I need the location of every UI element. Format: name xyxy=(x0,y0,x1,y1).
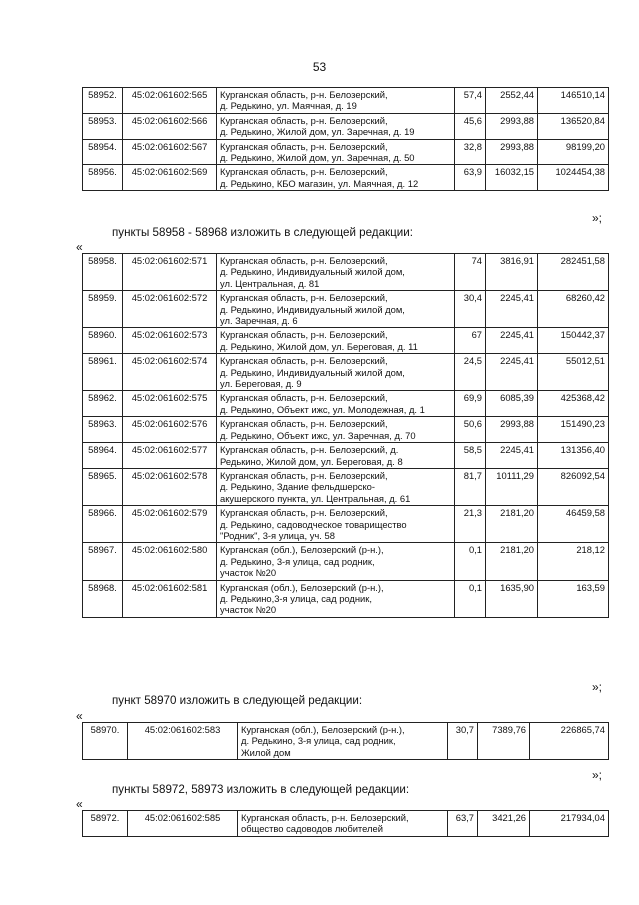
address-cell xyxy=(217,328,455,354)
address-line: д. Редькино, 3-я улица, сад родник, xyxy=(220,555,375,567)
price-cell: 2993,88 xyxy=(486,417,538,443)
register-table xyxy=(82,810,609,837)
table-row xyxy=(83,580,609,617)
item-number-cell: 58960. xyxy=(83,328,123,354)
register-table xyxy=(82,87,609,191)
address-line: Редькино, Жилой дом, ул. Береговая, д. 8 xyxy=(220,455,403,467)
closing-quote: »; xyxy=(592,211,603,225)
table-row xyxy=(83,88,609,114)
table-row xyxy=(83,443,609,469)
area-cell: 67 xyxy=(455,328,486,354)
value-cell: 146510,14 xyxy=(538,88,609,114)
address-line: Курганская область, р-н. Белозерский, xyxy=(220,507,388,519)
address-cell xyxy=(217,291,455,328)
table-row xyxy=(83,468,609,505)
amendment-paragraph: пункт 58970 изложить в следующей редакции: xyxy=(112,694,363,707)
address-line: участок №20 xyxy=(220,567,277,579)
value-cell: 826092,54 xyxy=(538,468,609,505)
address-line: д. Редькино, Жилой дом, ул. Заречная, д. 19 xyxy=(220,126,415,138)
area-cell: 32,8 xyxy=(455,139,486,165)
address-cell xyxy=(217,139,455,165)
table-row xyxy=(83,291,609,328)
value-cell: 226865,74 xyxy=(530,723,609,760)
address-cell xyxy=(238,723,448,760)
address-line: Жилой дом xyxy=(241,746,291,758)
address-line: Курганская область, р-н. Белозерский, д. xyxy=(220,444,399,456)
address-line: д. Редькино,3-я улица, сад родник, xyxy=(220,592,373,604)
cadastral-number-cell: 45:02:061602:567 xyxy=(123,139,217,165)
item-number-cell: 58954. xyxy=(83,139,123,165)
area-cell: 63,7 xyxy=(448,811,478,837)
address-line: ул. Береговая, д. 9 xyxy=(220,378,302,390)
table-row xyxy=(83,113,609,139)
item-number-cell: 58963. xyxy=(83,417,123,443)
cadastral-number-cell: 45:02:061602:572 xyxy=(123,291,217,328)
address-line: общество садоводов любителей xyxy=(241,823,383,835)
price-cell: 2181,20 xyxy=(486,506,538,543)
price-cell: 16032,15 xyxy=(486,165,538,191)
price-cell: 7389,76 xyxy=(478,723,530,760)
address-line: Курганская область, р-н. Белозерский, xyxy=(220,355,388,367)
table-row xyxy=(83,391,609,417)
address-line: Курганская (обл.), Белозерский (р-н.), xyxy=(241,724,405,735)
area-cell: 74 xyxy=(455,254,486,291)
address-line: ул. Заречная, д. 6 xyxy=(220,315,298,327)
table-row xyxy=(83,506,609,543)
address-line: Курганская (обл.), Белозерский (р-н.), xyxy=(220,544,384,556)
area-cell: 69,9 xyxy=(455,391,486,417)
table-row xyxy=(83,254,609,291)
cadastral-number-cell: 45:02:061602:566 xyxy=(123,113,217,139)
value-cell: 425368,42 xyxy=(538,391,609,417)
amendment-paragraph: пункты 58958 - 58968 изложить в следующей редакции: xyxy=(112,226,413,239)
address-line: Курганская область, р-н. Белозерский, xyxy=(220,392,388,404)
cadastral-number-cell: 45:02:061602:578 xyxy=(123,468,217,505)
address-line: д. Редькино, 3-я улица, сад родник, xyxy=(241,735,396,747)
cadastral-number-cell: 45:02:061602:581 xyxy=(123,580,217,617)
table-row xyxy=(83,165,609,191)
address-cell xyxy=(217,391,455,417)
price-cell: 6085,39 xyxy=(486,391,538,417)
address-cell xyxy=(217,165,455,191)
table-row xyxy=(83,328,609,354)
address-line: ул. Центральная, д. 81 xyxy=(220,277,320,289)
price-cell: 2245,41 xyxy=(486,443,538,469)
table-row xyxy=(83,543,609,580)
price-cell: 2552,44 xyxy=(486,88,538,114)
item-number-cell: 58965. xyxy=(83,468,123,505)
cadastral-number-cell: 45:02:061602:580 xyxy=(123,543,217,580)
cadastral-number-cell: 45:02:061602:565 xyxy=(123,88,217,114)
address-line: Курганская область, р-н. Белозерский, xyxy=(220,255,388,266)
area-cell: 0,1 xyxy=(455,543,486,580)
item-number-cell: 58952. xyxy=(83,88,123,114)
register-table xyxy=(82,722,609,760)
cadastral-number-cell: 45:02:061602:577 xyxy=(123,443,217,469)
item-number-cell: 58962. xyxy=(83,391,123,417)
page-number: 53 xyxy=(312,60,327,74)
value-cell: 217934,04 xyxy=(530,811,609,837)
area-cell: 30,4 xyxy=(455,291,486,328)
address-line: д. Редькино, Здание фельдшерско- xyxy=(220,481,376,493)
price-cell: 1635,90 xyxy=(486,580,538,617)
item-number-cell: 58970. xyxy=(83,723,128,760)
address-cell xyxy=(217,580,455,617)
price-cell: 2245,41 xyxy=(486,291,538,328)
address-line: Курганская область, р-н. Белозерский, xyxy=(220,166,388,178)
address-line: Курганская область, р-н. Белозерский, xyxy=(220,418,388,430)
opening-quote: « xyxy=(76,240,83,254)
value-cell: 150442,37 xyxy=(538,328,609,354)
address-line: д. Редькино, Объект ижс, ул. Молодежная, д. 1 xyxy=(220,403,425,415)
address-line: д. Редькино, Жилой дом, ул. Заречная, д. 50 xyxy=(220,152,415,164)
area-cell: 0,1 xyxy=(455,580,486,617)
area-cell: 50,6 xyxy=(455,417,486,443)
table-row xyxy=(83,139,609,165)
value-cell: 46459,58 xyxy=(538,506,609,543)
address-line: д. Редькино, Индивидуальный жилой дом, xyxy=(220,266,405,278)
item-number-cell: 58966. xyxy=(83,506,123,543)
address-cell xyxy=(217,543,455,580)
value-cell: 68260,42 xyxy=(538,291,609,328)
value-cell: 163,59 xyxy=(538,580,609,617)
address-line: Курганская область, р-н. Белозерский, xyxy=(220,329,388,341)
register-table xyxy=(82,253,609,618)
address-line: д. Редькино, ул. Маячная, д. 19 xyxy=(220,100,357,112)
address-line: д. Редькино, Объект ижс, ул. Заречная, д. 70 xyxy=(220,429,416,441)
area-cell: 45,6 xyxy=(455,113,486,139)
opening-quote: « xyxy=(76,709,83,723)
price-cell: 2993,88 xyxy=(486,113,538,139)
cadastral-number-cell: 45:02:061602:571 xyxy=(123,254,217,291)
cadastral-number-cell: 45:02:061602:569 xyxy=(123,165,217,191)
price-cell: 3816,91 xyxy=(486,254,538,291)
address-line: Курганская область, р-н. Белозерский, xyxy=(220,469,388,481)
address-line: "Родник", 3-я улица, уч. 58 xyxy=(220,529,335,541)
address-cell xyxy=(217,468,455,505)
area-cell: 30,7 xyxy=(448,723,478,760)
address-line: д. Редькино, КБО магазин, ул. Маячная, д. 12 xyxy=(220,177,419,189)
item-number-cell: 58967. xyxy=(83,543,123,580)
address-cell xyxy=(217,506,455,543)
address-line: д. Редькино, Жилой дом, ул. Береговая, д. 11 xyxy=(220,340,418,352)
price-cell: 10111,29 xyxy=(486,468,538,505)
item-number-cell: 58958. xyxy=(83,254,123,291)
area-cell: 57,4 xyxy=(455,88,486,114)
value-cell: 98199,20 xyxy=(538,139,609,165)
closing-quote: »; xyxy=(592,768,603,782)
value-cell: 282451,58 xyxy=(538,254,609,291)
address-cell xyxy=(217,417,455,443)
value-cell: 131356,40 xyxy=(538,443,609,469)
table-row xyxy=(83,417,609,443)
area-cell: 81,7 xyxy=(455,468,486,505)
address-line: д. Редькино, Индивидуальный жилой дом, xyxy=(220,366,405,378)
amendment-paragraph: пункты 58972, 58973 изложить в следующей редакции: xyxy=(112,783,410,796)
item-number-cell: 58953. xyxy=(83,113,123,139)
item-number-cell: 58968. xyxy=(83,580,123,617)
price-cell: 3421,26 xyxy=(478,811,530,837)
address-line: участок №20 xyxy=(220,604,277,616)
address-cell xyxy=(238,811,448,837)
address-line: Курганская область, р-н. Белозерский, xyxy=(220,89,388,100)
address-cell xyxy=(217,113,455,139)
item-number-cell: 58964. xyxy=(83,443,123,469)
value-cell: 55012,51 xyxy=(538,354,609,391)
price-cell: 2245,41 xyxy=(486,328,538,354)
cadastral-number-cell: 45:02:061602:583 xyxy=(128,723,238,760)
value-cell: 1024454,38 xyxy=(538,165,609,191)
address-line: д. Редькино, садоводческое товарищество xyxy=(220,518,407,530)
area-cell: 21,3 xyxy=(455,506,486,543)
price-cell: 2181,20 xyxy=(486,543,538,580)
address-line: д. Редькино, Индивидуальный жилой дом, xyxy=(220,303,405,315)
cadastral-number-cell: 45:02:061602:575 xyxy=(123,391,217,417)
item-number-cell: 58959. xyxy=(83,291,123,328)
area-cell: 63,9 xyxy=(455,165,486,191)
value-cell: 136520,84 xyxy=(538,113,609,139)
address-cell xyxy=(217,88,455,114)
value-cell: 151490,23 xyxy=(538,417,609,443)
cadastral-number-cell: 45:02:061602:574 xyxy=(123,354,217,391)
opening-quote: « xyxy=(76,797,83,811)
address-cell xyxy=(217,254,455,291)
address-cell xyxy=(217,354,455,391)
address-line: Курганская область, р-н. Белозерский, xyxy=(220,114,388,126)
table-row xyxy=(83,811,609,837)
address-line: Курганская область, р-н. Белозерский, xyxy=(220,140,388,152)
cadastral-number-cell: 45:02:061602:585 xyxy=(128,811,238,837)
table-row xyxy=(83,723,609,760)
closing-quote: »; xyxy=(592,680,603,694)
cadastral-number-cell: 45:02:061602:573 xyxy=(123,328,217,354)
address-line: Курганская область, р-н. Белозерский, xyxy=(241,812,409,823)
cadastral-number-cell: 45:02:061602:576 xyxy=(123,417,217,443)
address-line: Курганская (обл.), Белозерский (р-н.), xyxy=(220,581,384,593)
area-cell: 24,5 xyxy=(455,354,486,391)
cadastral-number-cell: 45:02:061602:579 xyxy=(123,506,217,543)
item-number-cell: 58961. xyxy=(83,354,123,391)
area-cell: 58,5 xyxy=(455,443,486,469)
address-cell xyxy=(217,443,455,469)
address-line: акушерского пункта, ул. Центральная, д. 61 xyxy=(220,492,411,504)
address-line: Курганская область, р-н. Белозерский, xyxy=(220,292,388,304)
item-number-cell: 58956. xyxy=(83,165,123,191)
price-cell: 2245,41 xyxy=(486,354,538,391)
table-row xyxy=(83,354,609,391)
price-cell: 2993,88 xyxy=(486,139,538,165)
item-number-cell: 58972. xyxy=(83,811,128,837)
value-cell: 218,12 xyxy=(538,543,609,580)
